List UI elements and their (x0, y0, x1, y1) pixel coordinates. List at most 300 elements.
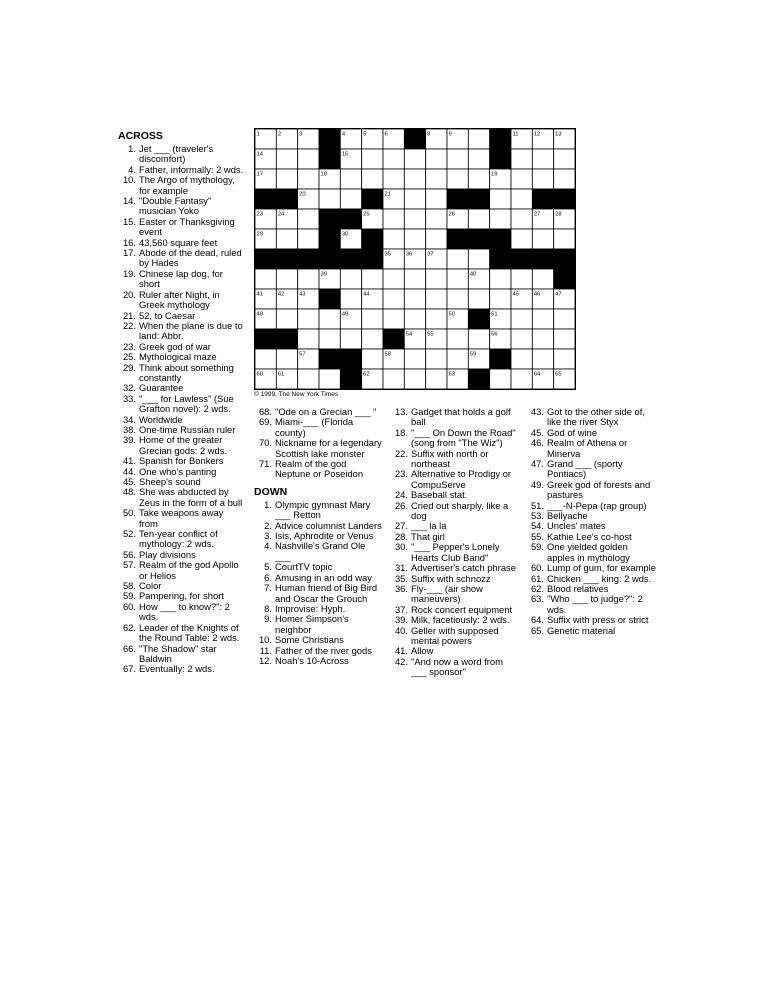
grid-cell[interactable] (383, 309, 404, 329)
clue-number: 46. (530, 437, 544, 449)
black-cell (319, 289, 340, 309)
clue-item (118, 435, 244, 456)
grid-cell[interactable] (319, 369, 340, 389)
grid-cell[interactable] (383, 149, 404, 169)
clue-item (118, 623, 244, 644)
clue-number: 4. (128, 163, 136, 175)
cell-number: 30 (341, 231, 349, 238)
across-clues (118, 130, 244, 675)
clue-text: Alternative to Prodigy or CompuServe (411, 468, 512, 490)
clue-item (526, 501, 656, 511)
clue-number: 14. (122, 195, 136, 207)
grid-cell[interactable] (447, 249, 468, 269)
grid-svg (255, 129, 575, 389)
grid-cell[interactable] (298, 149, 319, 169)
clue-number: 53. (530, 510, 544, 522)
clue-text: Homer Simpson's neighbor (275, 613, 349, 635)
grid-cell[interactable] (383, 229, 404, 249)
grid-cell[interactable] (468, 289, 489, 309)
grid-cell[interactable] (511, 369, 532, 389)
grid-cell[interactable] (554, 149, 575, 169)
clue-text: Realm of the god Neptune or Poseidon (275, 458, 364, 480)
clue-item (390, 501, 520, 522)
clue-item (526, 407, 656, 428)
clue-number: 60. (530, 562, 544, 574)
black-cell (362, 189, 383, 209)
clue-number: 65. (530, 624, 544, 636)
grid-cell[interactable] (298, 169, 319, 189)
grid-cell[interactable] (511, 229, 532, 249)
clue-item (526, 626, 656, 636)
clue-number: 17. (122, 247, 136, 259)
grid-cell[interactable] (404, 229, 425, 249)
clue-text: Baseball stat. (411, 489, 468, 501)
black-cell (468, 229, 489, 249)
grid-cell[interactable] (340, 329, 361, 349)
clue-item (118, 269, 244, 290)
grid-cell[interactable] (298, 269, 319, 289)
clue-number: 11. (259, 644, 272, 656)
clue-item (118, 175, 244, 196)
grid-cell[interactable] (554, 169, 575, 189)
clue-number: 21. (122, 309, 136, 321)
grid-cell[interactable] (532, 329, 553, 349)
black-cell (340, 369, 361, 389)
clue-number: 13. (394, 406, 408, 417)
cell-number: 56 (491, 331, 498, 338)
grid-cell[interactable] (404, 169, 425, 189)
grid-cell[interactable] (383, 209, 404, 229)
grid-cell[interactable] (511, 189, 532, 209)
grid-cell[interactable] (447, 329, 468, 349)
clue-number: 16. (122, 236, 136, 248)
clue-list (254, 500, 382, 667)
clue-number: 41. (122, 455, 136, 467)
grid-cell[interactable] (276, 149, 297, 169)
clue-number: 44. (122, 465, 136, 477)
grid-cell[interactable] (532, 149, 553, 169)
cell-number: 11 (512, 131, 519, 138)
cell-number: 14 (256, 151, 263, 158)
grid-cell[interactable] (490, 369, 511, 389)
clue-text: "The Shadow" star Baldwin (139, 642, 217, 664)
clue-list (254, 407, 382, 480)
clue-item (118, 144, 244, 165)
grid-cell[interactable] (298, 209, 319, 229)
grid-cell[interactable] (468, 329, 489, 349)
clue-number: 24. (394, 489, 408, 501)
grid-cell[interactable] (255, 269, 276, 289)
grid-cell[interactable] (298, 229, 319, 249)
grid-cell[interactable] (490, 209, 511, 229)
grid-cell[interactable] (554, 349, 575, 369)
clue-text: Allow (411, 645, 434, 657)
clue-number: 69. (258, 416, 272, 428)
cell-number: 42 (277, 291, 285, 298)
cell-number: 46 (533, 291, 541, 298)
grid-cell[interactable] (554, 329, 575, 349)
cell-number: 3 (299, 131, 303, 138)
grid-cell[interactable] (276, 349, 297, 369)
clue-item (118, 394, 244, 415)
cell-number: 41 (256, 291, 263, 298)
grid-cell[interactable] (426, 269, 447, 289)
clue-item (390, 584, 520, 605)
grid-cell[interactable] (511, 349, 532, 369)
black-cell (276, 249, 297, 269)
black-cell (468, 309, 489, 329)
across-heading: ACROSS (118, 130, 163, 142)
black-cell (319, 209, 340, 229)
clue-text: Olympic gymnast Mary ___ Retton (275, 498, 371, 521)
grid-cell[interactable] (511, 269, 532, 289)
grid-cell[interactable] (362, 349, 383, 369)
black-cell (532, 249, 553, 269)
grid-cell[interactable] (447, 169, 468, 189)
cell-number: 35 (384, 251, 391, 258)
clue-text: Uncles' mates (547, 520, 606, 532)
clue-text: Genetic material (547, 624, 616, 636)
grid-cell[interactable] (511, 309, 532, 329)
grid-cell[interactable] (426, 169, 447, 189)
clue-text: The Argo of mythology, for example (139, 174, 235, 196)
grid-cell[interactable] (298, 329, 319, 349)
cell-number: 32 (448, 231, 455, 238)
cell-number: 43 (299, 291, 306, 298)
clue-list (390, 407, 520, 678)
clue-number: 62. (530, 582, 544, 594)
grid-cell[interactable] (319, 309, 340, 329)
grid-cell[interactable] (554, 229, 575, 249)
clue-text: "Ode on a Grecian ___ " (275, 406, 377, 417)
clue-item (118, 248, 244, 269)
cell-number: 52 (256, 331, 263, 338)
clue-item (526, 542, 656, 563)
clue-number: 19. (122, 267, 136, 279)
grid-cell[interactable] (426, 289, 447, 309)
grid-cell[interactable] (532, 229, 553, 249)
cell-number: 22 (469, 191, 477, 198)
clue-number: 64. (530, 614, 544, 626)
clue-number: 27. (394, 520, 408, 532)
clue-text: 43,560 square feet (139, 236, 218, 248)
grid-cell[interactable] (362, 169, 383, 189)
cell-number: 28 (555, 211, 562, 218)
clue-text: One-time Russian ruler (139, 423, 236, 435)
cell-number: 10 (491, 131, 498, 138)
grid-cell[interactable] (404, 209, 425, 229)
clue-number: 8. (264, 602, 272, 614)
grid-cell[interactable] (426, 349, 447, 369)
clue-number: 55. (530, 530, 544, 542)
grid-cell[interactable] (426, 229, 447, 249)
grid-cell[interactable] (511, 209, 532, 229)
clue-text: Cried out sharply, like a dog (411, 499, 509, 522)
clue-text: Worldwide (139, 413, 183, 425)
clue-number: 1. (264, 498, 272, 510)
black-cell (319, 229, 340, 249)
grid-cell[interactable] (276, 309, 297, 329)
grid-cell[interactable] (426, 209, 447, 229)
clue-text: 52, to Caesar (139, 309, 196, 321)
grid-cell[interactable] (340, 289, 361, 309)
grid-cell[interactable] (340, 189, 361, 209)
grid-cell[interactable] (447, 269, 468, 289)
crossword-grid (254, 128, 576, 390)
grid-cell[interactable] (426, 309, 447, 329)
grid-cell[interactable] (490, 189, 511, 209)
clue-number: 67. (122, 663, 136, 675)
clue-number: 38. (122, 423, 136, 435)
clue-item (390, 407, 520, 428)
grid-cell[interactable] (426, 149, 447, 169)
clue-number: 4. (264, 540, 272, 552)
clue-item (118, 602, 244, 623)
grid-cell[interactable] (468, 149, 489, 169)
cell-number: 62 (363, 371, 370, 378)
cell-number: 39 (320, 271, 327, 278)
grid-cell[interactable] (511, 149, 532, 169)
grid-cell[interactable] (426, 189, 447, 209)
grid-cell[interactable] (319, 189, 340, 209)
clue-number: 70. (258, 437, 272, 449)
grid-cell[interactable] (532, 269, 553, 289)
grid-cell[interactable] (532, 349, 553, 369)
grid-cell[interactable] (468, 129, 489, 149)
clue-number: 6. (264, 571, 272, 583)
clue-item (526, 459, 656, 480)
clue-item (390, 521, 520, 531)
black-cell (298, 249, 319, 269)
clue-number: 52. (122, 528, 136, 540)
grid-cell[interactable] (255, 349, 276, 369)
grid-cell[interactable] (426, 369, 447, 389)
clue-text: Some Christians (275, 634, 344, 646)
clue-text: One who's panting (139, 465, 217, 477)
black-cell (554, 269, 575, 289)
grid-cell[interactable] (554, 309, 575, 329)
clue-text: Suffix with schnozz (411, 572, 491, 584)
clue-item (254, 656, 382, 666)
clue-number: 49. (530, 478, 544, 490)
cell-number: 65 (555, 371, 562, 378)
grid-cell[interactable] (383, 169, 404, 189)
grid-cell[interactable] (276, 169, 297, 189)
clue-number: 41. (394, 645, 408, 657)
grid-cell[interactable] (468, 209, 489, 229)
cell-number: 9 (448, 131, 452, 138)
clue-text: Fly-___ (air show maneuvers) (411, 582, 483, 605)
cell-number: 33 (256, 251, 263, 258)
grid-cell[interactable] (490, 289, 511, 309)
clue-number: 36. (394, 582, 408, 594)
grid-cell[interactable] (340, 269, 361, 289)
clue-number: 48. (122, 486, 136, 498)
grid-cell[interactable] (362, 329, 383, 349)
grid-cell[interactable] (404, 289, 425, 309)
clue-number: 37. (394, 603, 408, 615)
clue-number: 51. (530, 499, 544, 511)
cell-number: 5 (363, 131, 367, 138)
grid-cell[interactable] (404, 309, 425, 329)
clue-item (118, 487, 244, 508)
clue-text: Human friend of Big Bird and Oscar the Grouch (275, 582, 378, 604)
grid-cell[interactable] (490, 269, 511, 289)
cell-number: 58 (384, 351, 391, 358)
clue-text: One yielded golden apples in mythology (547, 541, 630, 563)
copyright-notice: © 1999, The New York Times (254, 391, 339, 398)
clue-number: 68. (258, 406, 272, 417)
clue-text: "Double Fantasy" musician Yoko (139, 195, 212, 217)
clue-item (118, 321, 244, 342)
clue-text: Got to the other side of, like the river Styx (547, 406, 645, 428)
cell-number: 12 (533, 131, 541, 138)
clue-number: 61. (530, 572, 544, 584)
black-cell (276, 329, 297, 349)
clue-text: Advertiser's catch phrase (411, 562, 516, 574)
cell-number: 4 (341, 131, 346, 138)
clue-number: 23. (394, 468, 408, 480)
grid-cell[interactable] (362, 149, 383, 169)
grid-cell[interactable] (276, 269, 297, 289)
clue-text: Lump of gum, for example (547, 562, 656, 574)
clue-number: 28. (394, 530, 408, 542)
clue-text: Think about something constantly (139, 361, 234, 383)
grid-cell[interactable] (511, 169, 532, 189)
cell-number: 7 (405, 131, 410, 138)
clue-text: Spanish for Bonkers (139, 455, 224, 467)
grid-cell[interactable] (340, 169, 361, 189)
clue-number: 32. (122, 382, 136, 394)
clue-item (526, 480, 656, 501)
cell-number: 2 (277, 131, 282, 138)
grid-cell[interactable] (298, 369, 319, 389)
black-cell (490, 229, 511, 249)
grid-cell[interactable] (383, 269, 404, 289)
clue-text: Isis, Aphrodite or Venus (275, 530, 374, 542)
clue-text: Pampering, for short (139, 590, 224, 602)
grid-cell[interactable] (276, 229, 297, 249)
clue-number: 33. (122, 392, 136, 404)
clue-text: Improvise: Hyph. (275, 602, 346, 614)
clue-text: Advice columnist Landers (275, 519, 382, 531)
cell-number: 45 (512, 291, 519, 298)
clue-text: Nickname for a legendary Scottish lake monster (275, 437, 382, 459)
black-cell (276, 189, 297, 209)
clue-number: 18. (394, 426, 408, 438)
clue-text: Chinese lap dog, for short (139, 267, 223, 290)
cell-number: 23 (256, 211, 263, 218)
cell-number: 48 (256, 311, 263, 318)
clue-item (254, 614, 382, 635)
cell-number: 64 (533, 371, 541, 378)
cell-number: 18 (320, 171, 327, 178)
black-cell (255, 189, 276, 209)
grid-cell[interactable] (383, 369, 404, 389)
clue-text: ___ la la (411, 520, 447, 532)
clue-number: 54. (530, 520, 544, 532)
grid-cell[interactable] (404, 269, 425, 289)
cell-number: 53 (384, 331, 391, 338)
clue-item (254, 541, 382, 562)
clue-text: Gadget that holds a golf ball (411, 406, 511, 428)
black-cell (447, 189, 468, 209)
clue-text: When the plane is due to land: Abbr. (139, 319, 243, 342)
clue-number: 57. (122, 559, 136, 571)
clue-item (254, 583, 382, 604)
grid-cell[interactable] (447, 349, 468, 369)
clue-item (118, 290, 244, 311)
clue-number: 9. (264, 613, 272, 625)
grid-cell[interactable] (298, 309, 319, 329)
grid-cell[interactable] (404, 149, 425, 169)
clue-text: "___ Pepper's Lonely Hearts Club Band" (411, 541, 500, 563)
clue-text: Leader of the Knights of the Round Table: 2 wds. (139, 621, 240, 644)
cell-number: 26 (448, 211, 455, 218)
grid-cell[interactable] (383, 289, 404, 309)
cell-number: 29 (256, 231, 263, 238)
clue-item (118, 508, 244, 529)
grid-cell[interactable] (319, 329, 340, 349)
clue-number: 58. (122, 580, 136, 592)
clue-text: Kathie Lee's co-host (547, 530, 632, 542)
clue-text: Take weapons away from (139, 507, 224, 529)
clue-text: Home of the greater Grecian gods: 2 wds. (139, 434, 228, 456)
grid-cell[interactable] (362, 309, 383, 329)
grid-cell[interactable] (511, 329, 532, 349)
clue-number: 30. (394, 541, 408, 553)
clue-text: Amusing in an odd way (275, 571, 372, 583)
black-cell (554, 189, 575, 209)
cell-number: 17 (256, 171, 263, 178)
cell-number: 63 (448, 371, 455, 378)
cell-number: 36 (405, 251, 413, 258)
grid-cell[interactable] (447, 149, 468, 169)
black-cell (468, 369, 489, 389)
clue-number: 62. (122, 621, 136, 633)
grid-cell[interactable] (404, 349, 425, 369)
clue-text: Blood relatives (547, 582, 609, 594)
clue-text: Milk, facetiously: 2 wds. (411, 614, 510, 626)
clue-text: Color (139, 580, 162, 592)
grid-cell[interactable] (468, 169, 489, 189)
cell-number: 25 (363, 211, 370, 218)
grid-cell[interactable] (404, 369, 425, 389)
cell-number: 16 (491, 151, 498, 158)
clue-number: 39. (122, 434, 136, 446)
clue-item (390, 428, 520, 449)
grid-cell[interactable] (532, 169, 553, 189)
clue-item (118, 363, 244, 384)
clue-column-2 (254, 407, 382, 666)
grid-cell[interactable] (404, 189, 425, 209)
black-cell (554, 249, 575, 269)
clue-number: 50. (122, 507, 136, 519)
clue-text: "And now a word from ___ sponsor" (411, 655, 503, 678)
clue-text: Geller with supposed mental powers (411, 624, 499, 646)
grid-cell[interactable] (362, 269, 383, 289)
grid-cell[interactable] (532, 309, 553, 329)
clue-item (526, 594, 656, 615)
clue-list (118, 144, 244, 675)
cell-number: 61 (277, 371, 285, 378)
clue-text: Easter or Thanksgiving event (139, 215, 235, 238)
grid-cell[interactable] (468, 249, 489, 269)
clue-text: That girl (411, 530, 445, 542)
grid-cell[interactable] (447, 289, 468, 309)
clue-text: "Who ___ to judge?": 2 wds. (547, 593, 643, 615)
clue-number: 20. (122, 288, 136, 300)
